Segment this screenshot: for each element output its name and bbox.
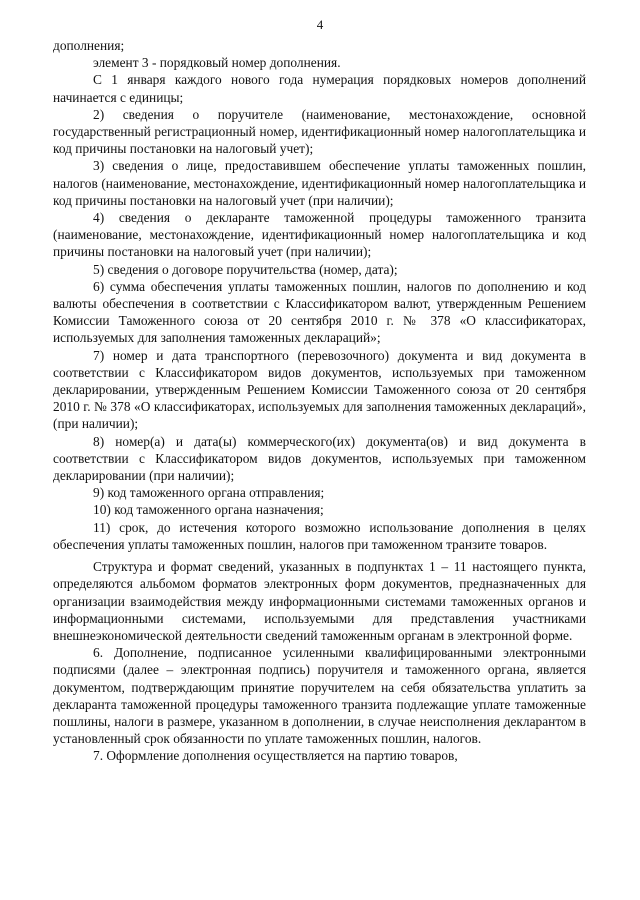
paragraph-item-4: 4) сведения о декларанте таможенной процедуры таможенного транзита (наименование, местонахождение, идентификационный номер налогоплательщика и код причины постановки на налоговый учет (при наличии); xyxy=(53,210,586,260)
paragraph-item-9: 9) код таможенного органа отправления; xyxy=(93,485,325,501)
paragraph-numbering-note: С 1 января каждого нового года нумерация порядковых номеров дополнений начинается с единицы; xyxy=(53,72,586,105)
paragraph-clause-7: 7. Оформление дополнения осуществляется на партию товаров, xyxy=(93,748,458,764)
paragraph-item-3: 3) сведения о лице, предоставившем обеспечение уплаты таможенных пошлин, налогов (наименование, местонахождение, идентификационный номер налогоплательщика и код причины постановки на налоговый учет (при наличии); xyxy=(53,158,586,208)
paragraph-item-10: 10) код таможенного органа назначения; xyxy=(93,502,324,518)
paragraph-continuation: дополнения; xyxy=(53,38,125,53)
paragraph-item-2: 2) сведения о поручителе (наименование, местонахождение, основной государственный регистрационный номер, идентификационный номер налогоплательщика и код причины постановки на налоговый учет); xyxy=(53,106,586,157)
document-body xyxy=(53,37,586,765)
paragraph-item-5: 5) сведения о договоре поручительства (номер, дата); xyxy=(93,261,398,277)
paragraph-item-11: 11) срок, до истечения которого возможно использование дополнения в целях обеспечения уплаты таможенных пошлин, налогов при таможенном транзите товаров. xyxy=(53,519,586,552)
paragraph-item-6: 6) сумма обеспечения уплаты таможенных пошлин, налогов по дополнению и код валюты обеспечения в соответствии с Классификатором валют, утвержденным Решением Комиссии Таможенного союза от 20 сентября 2010 г. № 378 «О классификаторах, используемых для заполнения таможенных деклараций»; xyxy=(53,278,586,346)
paragraph-clause-6: 6. Дополнение, подписанное усиленными квалифицированными электронными подписями (далее – электронная подпись) поручителя и таможенного органа, является документом, подтверждающим принятие поручителем на себя обязательства уплатить за декларанта таможенной процедуры таможенного транзита подлежащие уплате таможенные пошлины, налоги в размере, указанном в дополнении, в случае неисполнения декларантом в установленный срок обязанности по уплате таможенных пошлин, налогов. xyxy=(53,645,586,747)
paragraph-item-8: 8) номер(а) и дата(ы) коммерческого(их) документа(ов) и вид документа в соответствии с Классификатором видов документов, используемых при таможенном декларировании (при наличии); xyxy=(53,433,586,484)
page-number: 4 xyxy=(316,17,324,32)
paragraph-structure-format: Структура и формат сведений, указанных в подпунктах 1 – 11 настоящего пункта, определяются альбомом форматов электронных форм документов, предназначенных для организации взаимодействия между информационными системами таможенных органов и информационными системами, используемыми для представления участниками внешнеэкономической деятельности сведений таможенным органам в электронной форме. xyxy=(53,559,586,643)
paragraph-element-3: элемент 3 - порядковый номер дополнения. xyxy=(93,55,341,71)
paragraph-item-7: 7) номер и дата транспортного (перевозочного) документа и вид документа в соответствии с Классификатором видов документов, используемых при таможенном декларировании, утвержденным Решением Комиссии Таможенного союза от 20 сентября 2010 г. № 378 «О классификаторах, используемых для заполнения таможенных деклараций», (при наличии); xyxy=(53,347,586,432)
